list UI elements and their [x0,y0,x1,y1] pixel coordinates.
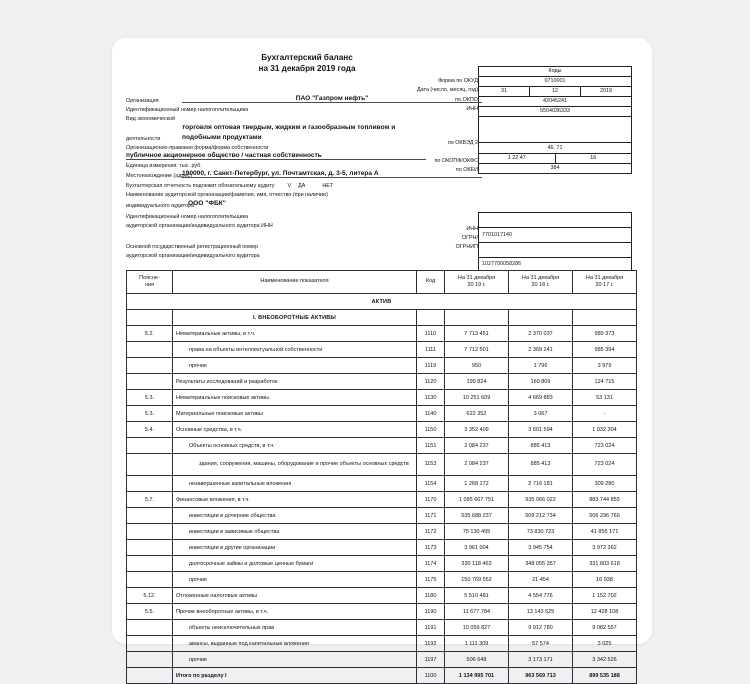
row-code: 1191 [417,620,445,636]
audit-required-label: Бухгалтерская отчетность подлежит обязательному аудиту [126,183,275,189]
row-value-2019: 506 648 [445,652,509,668]
table-row [127,540,637,556]
row-value-2018: 4 554 776 [509,588,573,604]
table-row [127,422,637,438]
codes-row-blank [479,117,631,143]
row-value-2018: 57 574 [509,636,573,652]
row-value-2017: 3 342 526 [573,652,637,668]
row-value-2019: 2 084 237 [445,454,509,476]
row-indicator-name: Материальные поисковые активы [173,406,417,422]
table-row [127,620,637,636]
row-indicator-name: авансы, выданные под капитальные вложения [173,636,417,652]
row-indicator-name: инвестиции в зависимые общества [173,524,417,540]
inn-value: 5504036333 [540,108,570,114]
auditor-box-blank [479,213,631,228]
row-code: 1111 [417,342,445,358]
row-explanation: 5.5. [127,604,173,620]
row-value-2017: 723 024 [573,438,637,454]
balance-sheet-document [126,48,638,679]
row-value-2019: 2 084 237 [445,438,509,454]
auditor-ogrn-box-label-2: ОГРНИП [455,244,478,250]
row-code: 1140 [417,406,445,422]
table-body [127,294,637,684]
auditor-ogrn-label-2: аудиторской организации/индивидуального аудитора [126,253,260,259]
auditor-inn-label-2: аудиторской организации/индивидуального аудитора ИНН [126,223,273,229]
row-explanation [127,620,173,636]
row-value-2018: 3 601 594 [509,422,573,438]
row-code: 1130 [417,390,445,406]
table-row [127,572,637,588]
header-indicator: Наименование показателя [173,271,417,294]
date-month: 12 [530,87,581,96]
row-value-2018: 885 413 [509,438,573,454]
row-explanation [127,374,173,390]
row-value-2018: 160 809 [509,374,573,390]
row-value-2018: 348 055 357 [509,556,573,572]
row-explanation [127,652,173,668]
row-code: 1150 [417,422,445,438]
legal-form-label: Организационно-правовая форма/форма собственности [126,145,269,151]
row-value-2019: 1 111 309 [445,636,509,652]
row-value-2018: 509 212 734 [509,508,573,524]
section-row-noncurrent [127,310,637,326]
row-indicator-name: Основные средства, в т.ч. [173,422,417,438]
row-value-2019: 7 713 451 [445,326,509,342]
header-year-2017: На 31 декабря 20 17 г. [573,271,637,294]
header-code: Код [417,271,445,294]
row-indicator-name: Нематериальные поисковые активы [173,390,417,406]
row-value-2018: 885 413 [509,454,573,476]
row-code: 1190 [417,604,445,620]
table-row [127,668,637,684]
inn-label: Идентификационный номер налогоплательщика [126,107,249,113]
table-row [127,492,637,508]
codes-row-okei [479,164,631,173]
row-value-2017: 12 428 108 [573,604,637,620]
row-indicator-name: прочие [173,572,417,588]
table-row [127,406,637,422]
audit-checkmark: V [287,183,292,189]
balance-table [126,270,637,684]
row-explanation [127,524,173,540]
table-row [127,604,637,620]
row-code: 1173 [417,540,445,556]
auditor-inn-box-value: 7701017140 [479,228,631,243]
row-indicator-name: долгосрочные займы и долговые ценные бумаги [173,556,417,572]
row-code: 1174 [417,556,445,572]
codes-header: Коды [548,68,562,74]
legal-form-value: публичное акционерное общество / частная собственность [126,152,322,159]
row-value-2017: 883 744 855 [573,492,637,508]
auditor-inn-box-label: ИНН [466,226,478,232]
row-indicator-name: прочие [173,358,417,374]
row-explanation [127,476,173,492]
codes-header-row [479,67,631,77]
section-expl-noncurrent [127,310,173,326]
section-row-asset [127,294,637,310]
row-code: 1153 [417,454,445,476]
row-code: 1119 [417,358,445,374]
row-explanation: 5.7. [127,492,173,508]
row-value-2017: 331 803 618 [573,556,637,572]
row-value-2018: 2 716 181 [509,476,573,492]
row-explanation: 5.3. [127,390,173,406]
table-row [127,476,637,492]
auditor-ogrn-label-1: Основной государственный регистрационный номер [126,244,258,250]
row-indicator-name: Итого по разделу I [173,668,417,684]
date-day: 31 [479,87,530,96]
activity-value-2: подобными продуктами [182,134,262,141]
section-code-noncurrent [417,310,445,326]
table-row [127,438,637,454]
row-value-2017: 53 131 [573,390,637,406]
row-value-2018: 2 368 241 [509,342,573,358]
row-value-2018: 73 830 723 [509,524,573,540]
row-indicator-name: здания, сооружения, машины, оборудование и прочие объекты основных средств [173,454,417,476]
label-okud: Форма по ОКУД [438,78,478,84]
row-value-2017: - [573,406,637,422]
row-explanation [127,572,173,588]
row-value-2017: 899 535 188 [573,668,637,684]
row-indicator-name: Прочие внеоборотные активы, в т.ч. [173,604,417,620]
codes-row-okved [479,143,631,154]
okfs-value: 16 [590,155,597,161]
okei-value: 384 [550,165,560,171]
row-value-2017: 506 296 766 [573,508,637,524]
row-value-2019: 10 251 609 [445,390,509,406]
table-row [127,652,637,668]
header-explanations: Поясне- ния [127,271,173,294]
table-row [127,636,637,652]
row-explanation [127,508,173,524]
row-value-2019: 330 118 463 [445,556,509,572]
table-row [127,556,637,572]
row-value-2017: 3 979 [573,358,637,374]
row-value-2019: 199 824 [445,374,509,390]
row-value-2019: 3 961 004 [445,540,509,556]
table-row [127,326,637,342]
title-line-1: Бухгалтерский баланс [261,53,353,62]
row-code: 1175 [417,572,445,588]
row-indicator-name: Нематериальные активы, в т.ч. [173,326,417,342]
row-value-2017: 309 280 [573,476,637,492]
row-indicator-name: Отложенные налоговые активы [173,588,417,604]
section-y1-noncurrent [445,310,509,326]
row-code: 1100 [417,668,445,684]
table-row [127,524,637,540]
codes-row-okud [479,77,631,87]
row-value-2018: 3 067 [509,406,573,422]
row-indicator-name: права на объекты интеллектуальной собственности [173,342,417,358]
row-value-2019: 622 352 [445,406,509,422]
okud-value: 0710001 [544,78,566,84]
table-row [127,508,637,524]
row-indicator-name: прочие [173,652,417,668]
date-year: 2019 [600,88,612,94]
row-indicator-name: инвестиции в дочерние общества [173,508,417,524]
okved-value: 46. 71 [547,144,563,151]
row-value-2019: 75 130 495 [445,524,509,540]
address-label: Местонахождение (адрес) [126,173,192,179]
row-value-2019: 150 769 552 [445,572,509,588]
row-code: 1172 [417,524,445,540]
row-code: 1154 [417,476,445,492]
okpo-value: 42045241 [543,98,567,104]
audit-yes-option[interactable]: ДА [298,183,306,189]
activity-value-1: торговля оптовая твердым, жидким и газообразным топливом и [182,124,396,131]
auditor-inn-label-1: Идентификационный номер налогоплательщика [126,214,249,220]
label-okved: по ОКВЭД 2 [447,140,478,146]
auditor-value: ООО "ФБК" [188,200,226,207]
row-explanation: 5.2. [127,326,173,342]
activity-label-1: Вид экономической [126,116,176,122]
auditor-ogrn-box-value: 1027700058286 [482,261,521,267]
label-inn: ИНН [466,106,478,112]
codes-row-okopf [479,154,631,164]
row-explanation [127,358,173,374]
row-explanation [127,454,173,476]
row-value-2018: 21 454 [509,572,573,588]
row-value-2017: 16 938 [573,572,637,588]
row-value-2017: 3 972 362 [573,540,637,556]
row-value-2018: 4 669 883 [509,390,573,406]
section-y3-noncurrent [573,310,637,326]
row-value-2019: 1 095 667 751 [445,492,509,508]
auditor-individual-label: индивидуального аудитора [126,203,195,209]
audit-no-option[interactable]: НЕТ [322,183,334,189]
row-indicator-name: Объекты основных средств, в т.ч. [173,438,417,454]
table-row [127,390,637,406]
row-value-2018: 13 143 525 [509,604,573,620]
row-value-2018: 1 796 [509,358,573,374]
codes-row-okpo [479,97,631,107]
activity-label-2: деятельности [126,136,161,142]
auditor-ogrn-box-label-1: ОГРН/ [461,235,478,241]
row-indicator-name: инвестиции в другие организации [173,540,417,556]
header-year-2019: На 31 декабря 20 19 г. [445,271,509,294]
row-explanation [127,636,173,652]
label-okei: по ОКЕИ [455,167,478,173]
row-explanation [127,556,173,572]
table-header-row [127,271,637,294]
okopf-value: 1 22 47 [479,154,556,163]
codes-table [478,66,632,174]
row-indicator-name: Результаты исследований и разработок [173,374,417,390]
row-value-2018: 963 569 713 [509,668,573,684]
row-explanation [127,540,173,556]
row-explanation [127,668,173,684]
row-value-2017: 3 025 [573,636,637,652]
row-explanation: 5.12. [127,588,173,604]
row-code: 1120 [417,374,445,390]
document-card [112,38,652,679]
auditor-box-blank-2 [479,243,631,258]
header-year-2018: На 31 декабря 20 18 г. [509,271,573,294]
row-code: 1180 [417,588,445,604]
unit-label: Единица измерения: тыс. руб. [126,163,202,169]
row-value-2017: 989 373 [573,326,637,342]
auditor-codes-box [478,212,632,271]
section-y2-noncurrent [509,310,573,326]
row-explanation: 5.3. [127,406,173,422]
row-value-2019: 1 134 995 701 [445,668,509,684]
row-value-2017: 985 394 [573,342,637,358]
auditor-name-label: Наименование аудиторской организации/фамилия, имя, отчество (при наличии) [126,192,328,198]
label-okopf: по ОКОПФ/ОКФС [434,158,478,164]
row-code: 1170 [417,492,445,508]
row-code: 1151 [417,438,445,454]
row-code: 1197 [417,652,445,668]
row-value-2018: 935 066 022 [509,492,573,508]
row-code: 1171 [417,508,445,524]
row-value-2017: 41 855 171 [573,524,637,540]
table-row [127,374,637,390]
title-line-2: на 31 декабря 2019 года [258,64,356,74]
row-value-2017: 124 715 [573,374,637,390]
label-date: Дата (число, месяц, год) [416,87,478,93]
codes-row-date [479,87,631,97]
row-code: 1110 [417,326,445,342]
codes-row-inn [479,107,631,117]
row-value-2017: 723 024 [573,454,637,476]
row-indicator-name: Финансовые вложения, в т.ч. [173,492,417,508]
row-value-2018: 2 370 037 [509,326,573,342]
section-label-asset: АКТИВ [127,294,637,310]
row-value-2017: 1 152 702 [573,588,637,604]
organization-value: ПАО "Газпром нефть" [295,95,369,102]
row-explanation [127,342,173,358]
table-row [127,358,637,374]
row-value-2019: 535 688 237 [445,508,509,524]
row-value-2018: 3 945 754 [509,540,573,556]
row-value-2019: 3 352 409 [445,422,509,438]
row-explanation [127,438,173,454]
label-okpo: по ОКПО [455,97,478,103]
section-label-noncurrent: I. ВНЕОБОРОТНЫЕ АКТИВЫ [173,310,417,326]
table-row [127,454,637,476]
row-value-2019: 5 510 481 [445,588,509,604]
row-indicator-name: объекты неисключительных прав [173,620,417,636]
row-indicator-name: незавершенные капитальные вложения [173,476,417,492]
row-value-2019: 7 712 501 [445,342,509,358]
row-value-2019: 950 [445,358,509,374]
table-row [127,588,637,604]
row-value-2018: 9 912 780 [509,620,573,636]
row-value-2018: 3 173 171 [509,652,573,668]
table-row [127,342,637,358]
row-value-2019: 10 059 827 [445,620,509,636]
organization-label: Организация [126,98,159,104]
row-code: 1192 [417,636,445,652]
address-value: 190000, г. Санкт-Петербург, ул. Почтамтская, д. 3-5, литера А [182,170,379,177]
row-value-2019: 11 677 784 [445,604,509,620]
row-value-2017: 9 082 557 [573,620,637,636]
row-value-2019: 1 268 172 [445,476,509,492]
row-explanation: 5.4. [127,422,173,438]
row-value-2017: 1 032 304 [573,422,637,438]
